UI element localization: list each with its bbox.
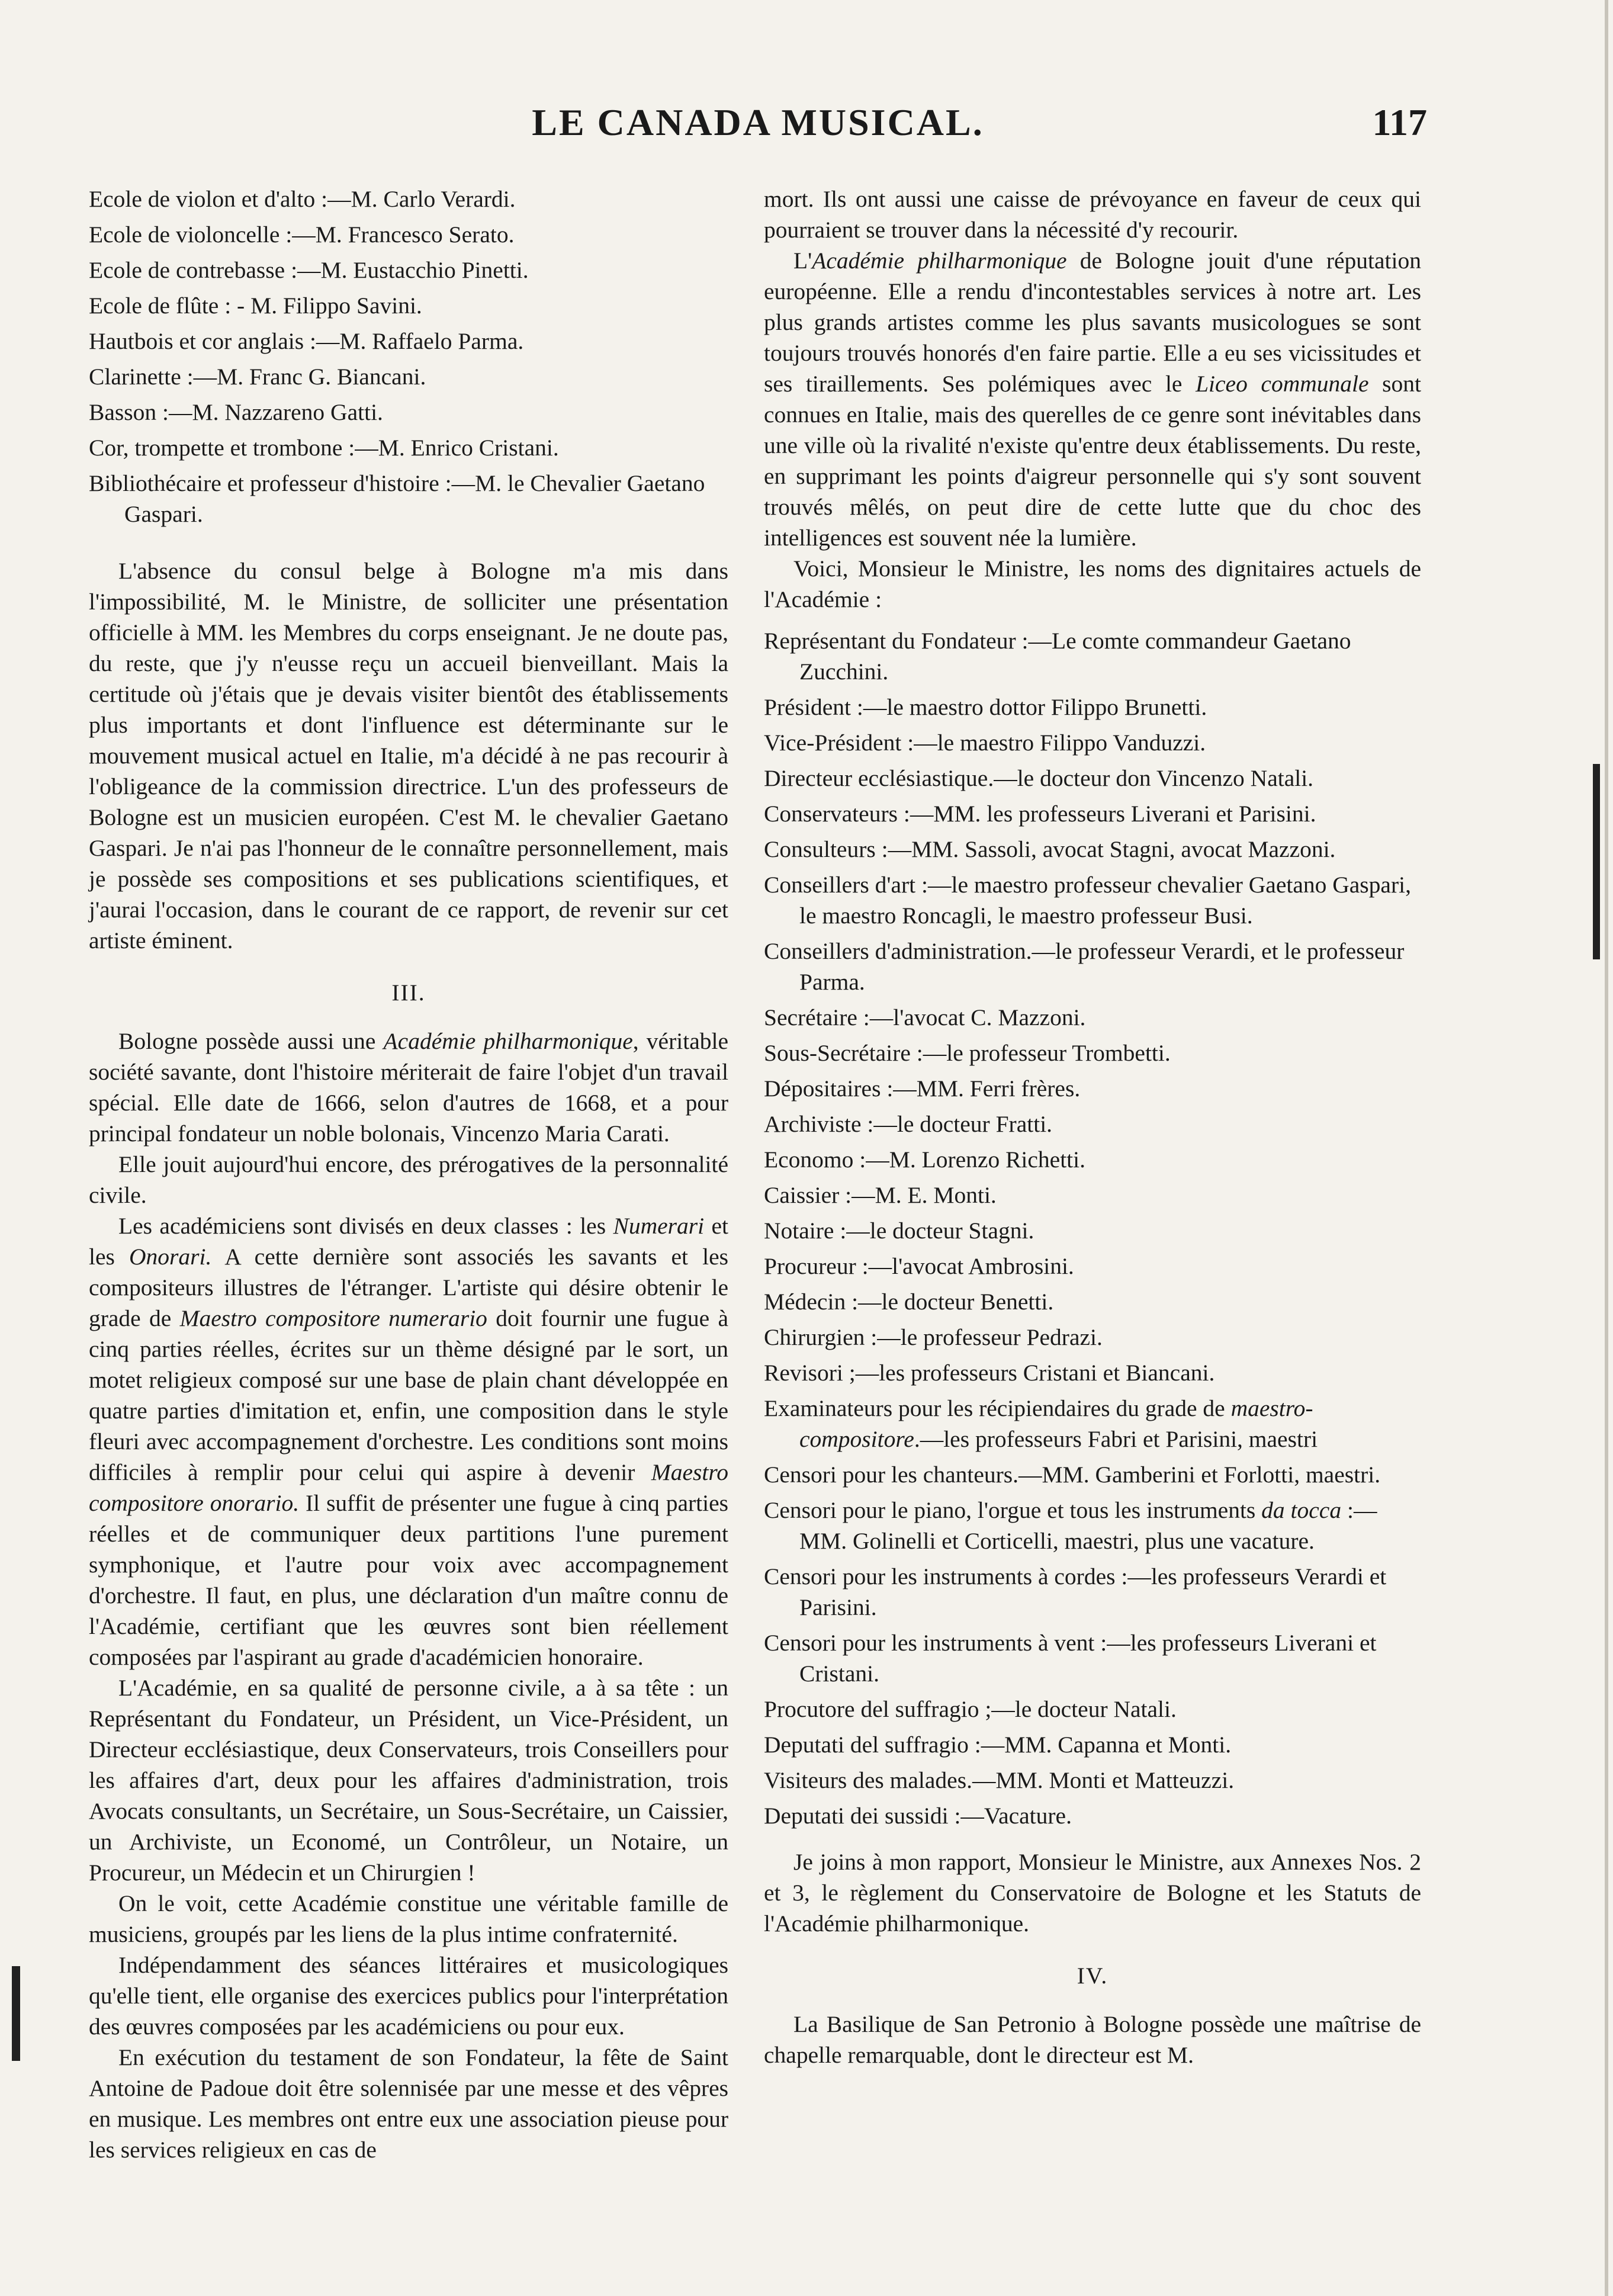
section-heading: III. — [391, 980, 426, 1006]
dignitary-line: Sous-Secrétaire :—le professeur Trombetti. — [764, 1040, 1171, 1066]
dignitary-line: Conseillers d'art :—le maestro professeur chevalier Gaetano Gaspari, le maestro Roncagli, le maestro professeur Busi. — [764, 872, 1411, 929]
dignitary-line: Deputati del suffragio :—MM. Capanna et Monti. — [764, 1732, 1232, 1758]
dignitary-line: Censori pour le piano, l'orgue et tous les instruments da tocca :—MM. Golinelli et Corticelli, maestri, plus une vacature. — [764, 1497, 1377, 1554]
staff-line: Bibliothécaire et professeur d'histoire :—M. le Chevalier Gaetano Gaspari. — [89, 470, 705, 527]
paragraph: L'absence du consul belge à Bologne m'a mis dans l'impossibilité, M. le Ministre, de solliciter une présentation officielle à MM. les Membres du corps enseignant. Je ne doute pas, du reste, que j'y n'eusse reçu un accueil bienveillant. Mais la certitude où j'étais que je devais visiter bientôt des établissements plus importants et dont l'influence est déterminante sur le mouvement musical actuel en Italie, m'a décidé à ne pas recourir à l'obligeance de la commission directrice. L'un des professeurs de Bologne est un musicien européen. C'est M. le chevalier Gaetano Gaspari. Je n'ai pas l'honneur de le connaître personnellement, mais je possède ses compositions et ses publications scientifiques, et j'aurai l'occasion, dans le courant de ce rapport, de revenir sur cet artiste éminent. — [89, 558, 728, 953]
dignitary-line: Archiviste :—le docteur Fratti. — [764, 1111, 1053, 1137]
staff-line: Ecole de violoncelle :—M. Francesco Serato. — [89, 221, 515, 248]
dignitary-line: Visiteurs des malades.—MM. Monti et Matteuzzi. — [764, 1767, 1235, 1793]
dignitary-line: Economo :—M. Lorenzo Richetti. — [764, 1147, 1086, 1173]
dignitary-line: Procureur :—l'avocat Ambrosini. — [764, 1253, 1074, 1279]
staff-line: Basson :—M. Nazzareno Gatti. — [89, 399, 383, 425]
paragraph: mort. Ils ont aussi une caisse de prévoyance en faveur de ceux qui pourraient se trouver dans la nécessité d'y recourir. — [764, 186, 1421, 243]
paragraph: Bologne possède aussi une Académie philharmonique, véritable société savante, dont l'histoire mériterait de faire l'objet d'un travail spécial. Elle date de 1666, selon d'autres de 1668, et a pour principal fondateur un noble bolonais, Vincenzo Maria Carati. — [89, 1028, 728, 1147]
staff-line: Ecole de violon et d'alto :—M. Carlo Verardi. — [89, 186, 516, 212]
dignitary-line: Vice-Président :—le maestro Filippo Vanduzzi. — [764, 730, 1206, 756]
right-column — [764, 184, 1421, 2070]
dignitary-line: Notaire :—le docteur Stagni. — [764, 1218, 1034, 1244]
staff-line: Ecole de contrebasse :—M. Eustacchio Pinetti. — [89, 257, 529, 283]
dignitary-line: Revisori ;—les professeurs Cristani et Biancani. — [764, 1360, 1215, 1386]
paragraph: La Basilique de San Petronio à Bologne possède une maîtrise de chapelle remarquable, dont le directeur est M. — [764, 2011, 1421, 2068]
dignitary-line: Secrétaire :—l'avocat C. Mazzoni. — [764, 1004, 1086, 1030]
dignitary-line: Censori pour les chanteurs.—MM. Gamberini et Forlotti, maestri. — [764, 1462, 1381, 1488]
page-header — [89, 101, 1427, 154]
paragraph: Indépendamment des séances littéraires et musicologiques qu'elle tient, elle organise des exercices publics pour l'interprétation des œuvres composées par les académiciens ou pour eux. — [89, 1952, 728, 2040]
dignitary-line: Chirurgien :—le professeur Pedrazi. — [764, 1324, 1103, 1350]
paragraph: Les académiciens sont divisés en deux classes : les Numerari et les Onorari. A cette dernière sont associés les savants et les compositeurs illustres de l'étranger. L'artiste qui désire obtenir le grade de Maestro compositore numerario doit fournir une fugue à cinq parties réelles, écrites sur un thème désigné par le sort, un motet religieux composé sur une base de plain chant développée en quatre parties d'imitation et, enfin, une composition dans le style fleuri avec accompagnement d'orchestre. Les conditions sont moins difficiles à remplir pour celui qui aspire à devenir Maestro compositore onorario. Il suffit de présenter une fugue à cinq parties réelles et de communiquer deux partitions l'une purement symphonique, et l'autre pour voix avec accompagnement d'orchestre. Il faut, en plus, une déclaration d'un maître connu de l'Académie, certifiant que les œuvres sont bien réellement composées par l'aspirant au grade d'académicien honoraire. — [89, 1213, 729, 1670]
paragraph: Voici, Monsieur le Ministre, les noms des dignitaires actuels de l'Académie : — [764, 555, 1421, 612]
paragraph: On le voit, cette Académie constitue une véritable famille de musiciens, groupés par les liens de la plus intime confraternité. — [89, 1890, 728, 1947]
paragraph: L'Académie philharmonique de Bologne jouit d'une réputation européenne. Elle a rendu d'incontestables services à notre art. Les plus grands artistes comme les plus savants musicologues se sont toujours trouvés honorés d'en faire partie. Elle a eu ses vicissitudes et ses tiraillements. Ses polémiques avec le Liceo communale sont connues en Italie, mais des querelles de ce genre sont inévitables dans une ville où la rivalité n'existe qu'entre deux établissements. Du reste, en supprimant les points d'aigreur personnelle qui s'y sont souvent trouvés mêlés, on peut dire de cette lutte que du choc des intelligences est souvent née la lumière. — [764, 248, 1421, 551]
dignitary-line: Examinateurs pour les récipiendaires du grade de maestro-compositore.—les professeurs Fabri et Parisini, maestri — [764, 1395, 1318, 1452]
page-number: 117 — [1372, 101, 1427, 143]
dignitary-line: Censori pour les instruments à cordes :—les professeurs Verardi et Parisini. — [764, 1563, 1387, 1620]
staff-line: Ecole de flûte : - M. Filippo Savini. — [89, 293, 422, 319]
ink-mark — [1593, 764, 1600, 959]
dignitary-line: Représentant du Fondateur :—Le comte commandeur Gaetano Zucchini. — [764, 628, 1351, 685]
journal-title: LE CANADA MUSICAL. — [532, 101, 984, 143]
left-column — [89, 184, 728, 2165]
page-edge-line — [1605, 0, 1608, 2296]
staff-line: Cor, trompette et trombone :—M. Enrico Cristani. — [89, 435, 559, 461]
dignitary-line: Conseillers d'administration.—le professeur Verardi, et le professeur Parma. — [764, 938, 1405, 995]
paragraph: En exécution du testament de son Fondateur, la fête de Saint Antoine de Padoue doit être solennisée par une messe et des vêpres en musique. Les membres ont entre eux une association pieuse pour les services religieux en cas de — [89, 2044, 728, 2163]
paragraph: L'Académie, en sa qualité de personne civile, a à sa tête : un Représentant du Fondateur, un Président, un Vice-Président, un Directeur ecclésiastique, deux Conservateurs, trois Conseillers pour les affaires d'art, deux pour les affaires d'administration, trois Avocats consultants, un Secrétaire, un Sous-Secrétaire, un Caissier, un Archiviste, un Economé, un Contrôleur, un Notaire, un Procureur, un Médecin et un Chirurgien ! — [89, 1675, 728, 1886]
dignitary-line: Directeur ecclésiastique.—le docteur don Vincenzo Natali. — [764, 765, 1314, 791]
dignitary-line: Conservateurs :—MM. les professeurs Liverani et Parisini. — [764, 801, 1316, 827]
dignitary-line: Consulteurs :—MM. Sassoli, avocat Stagni, avocat Mazzoni. — [764, 836, 1336, 862]
dignitary-line: Président :—le maestro dottor Filippo Brunetti. — [764, 694, 1207, 720]
ink-mark — [12, 1966, 20, 2061]
dignitary-line: Deputati dei sussidi :—Vacature. — [764, 1803, 1072, 1829]
section-heading: IV. — [1077, 1963, 1108, 1989]
dignitary-line: Médecin :—le docteur Benetti. — [764, 1289, 1054, 1315]
paragraph: Je joins à mon rapport, Monsieur le Ministre, aux Annexes Nos. 2 et 3, le règlement du Conservatoire de Bologne et les Statuts de l'Académie philharmonique. — [764, 1849, 1421, 1937]
dignitary-line: Procutore del suffragio ;—le docteur Natali. — [764, 1696, 1177, 1722]
staff-line: Hautbois et cor anglais :—M. Raffaelo Parma. — [89, 328, 524, 354]
staff-line: Clarinette :—M. Franc G. Biancani. — [89, 364, 426, 390]
dignitary-line: Censori pour les instruments à vent :—les professeurs Liverani et Cristani. — [764, 1630, 1377, 1687]
dignitary-line: Caissier :—M. E. Monti. — [764, 1182, 997, 1208]
paragraph: Elle jouit aujourd'hui encore, des prérogatives de la personnalité civile. — [89, 1151, 728, 1208]
dignitary-line: Dépositaires :—MM. Ferri frères. — [764, 1075, 1081, 1102]
